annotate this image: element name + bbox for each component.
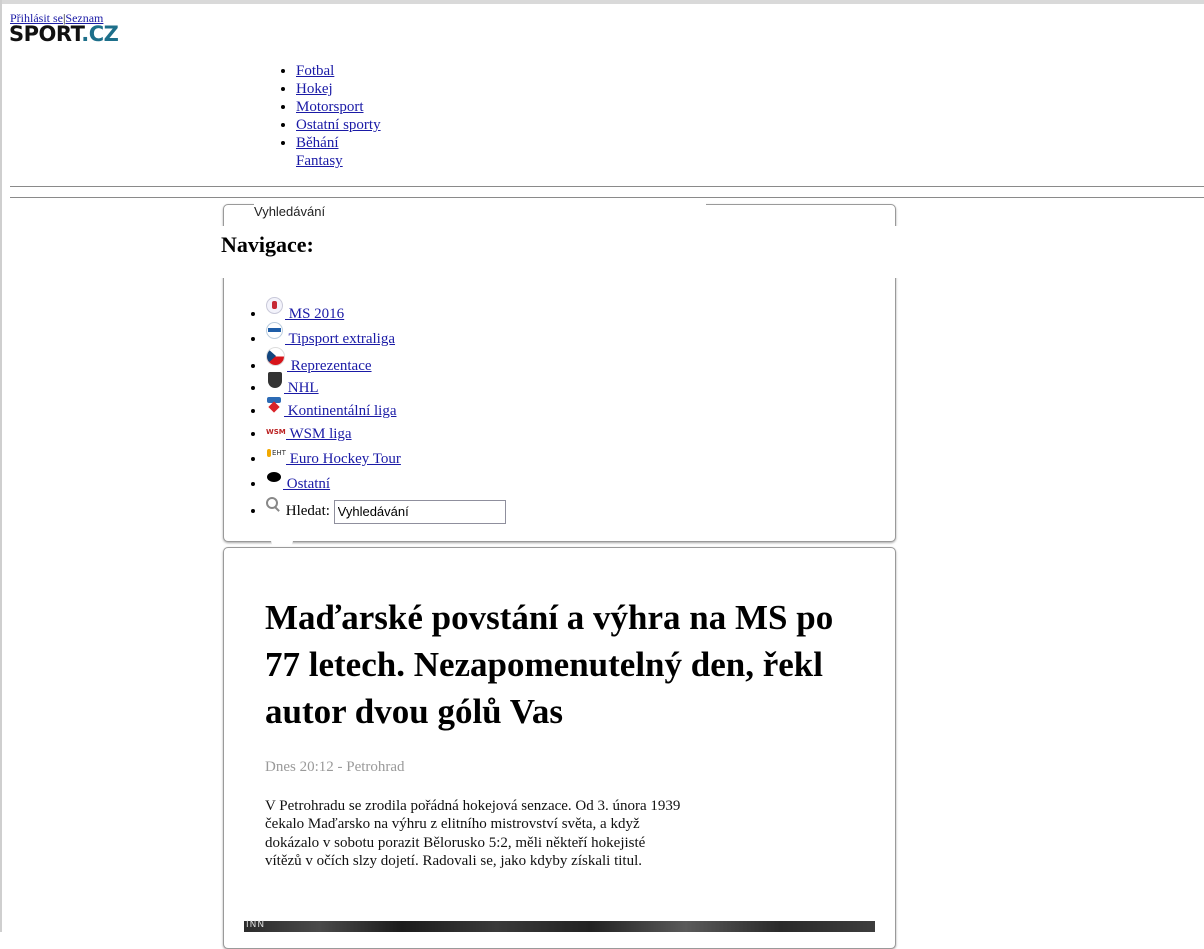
category-link-euro-hockey-tour[interactable]: Euro Hockey Tour <box>286 451 401 467</box>
window-top-border <box>0 0 1204 4</box>
list-item <box>266 397 506 422</box>
ms2016-logo-icon <box>266 297 283 314</box>
eht-logo-text: • EHT <box>272 449 286 457</box>
search-tab-label[interactable]: Vyhledávání <box>254 201 706 221</box>
logo-part-sport: SPORT <box>9 22 82 46</box>
category-link-tipsport-extraliga[interactable]: Tipsport extraliga <box>285 331 396 347</box>
nav-item-fotbal <box>296 62 381 80</box>
list-item <box>266 447 506 472</box>
czech-flag-icon <box>266 347 285 366</box>
article-perex: V Petrohradu se zrodila pořádná hokejová senzace. Od 3. února 1939 čekalo Maďarsko na výhru z elitního mistrovství světa, a když dokázalo v sobotu porazit Bělorusko 5:2, měli někteří hokejisté vítězů v očích slzy dojetí. Radovali se, jako kdyby získali titul. <box>265 798 681 869</box>
seznam-link[interactable]: Seznam <box>65 11 104 25</box>
wsm-logo-icon: WSM <box>266 428 286 436</box>
topbar-separator: | <box>63 11 66 25</box>
nav-item-hokej <box>296 80 381 98</box>
main-navigation <box>256 62 381 170</box>
list-item <box>266 472 506 497</box>
divider-line <box>10 197 1204 198</box>
nav-link-ostatni-sporty[interactable]: Ostatní sporty <box>296 117 381 133</box>
navigation-heading: Navigace: <box>221 232 314 257</box>
category-link-nhl[interactable]: NHL <box>284 380 319 396</box>
article-photo[interactable] <box>244 921 875 932</box>
nav-link-fotbal[interactable]: Fotbal <box>296 63 335 79</box>
nav-link-fantasy[interactable]: Fantasy <box>296 153 343 169</box>
search-input[interactable] <box>334 500 506 524</box>
list-item <box>266 372 506 397</box>
nav-link-motorsport[interactable]: Motorsport <box>296 99 364 115</box>
nav-link-hokej[interactable]: Hokej <box>296 81 333 97</box>
list-item <box>266 422 506 447</box>
article-headline[interactable]: Maďarské povstání a výhra na MS po 77 letech. Nezapomenutelný den, řekl autor dvou gólů Vas <box>265 598 834 731</box>
category-link-ms-2016[interactable]: MS 2016 <box>285 306 345 322</box>
logo-part-cz: .CZ <box>81 22 119 46</box>
sport-cz-logo[interactable] <box>9 22 118 46</box>
hockey-category-list <box>224 297 506 522</box>
list-item <box>266 297 506 322</box>
nav-item-motorsport <box>296 98 381 116</box>
nav-item-ostatni-sporty <box>296 116 381 134</box>
nhl-logo-icon <box>268 372 282 388</box>
divider-line <box>10 186 1204 187</box>
category-link-kontinentalni-liga[interactable]: Kontinentální liga <box>284 403 397 419</box>
login-link[interactable]: Přihlásit se <box>10 11 63 25</box>
window-left-border <box>0 0 2 932</box>
search-icon <box>266 497 280 511</box>
nav-link-behani[interactable]: Běhání <box>296 135 339 151</box>
photo-overlay-text: INN <box>246 920 266 930</box>
puck-icon <box>267 472 281 482</box>
search-list-item <box>266 497 506 522</box>
list-item <box>266 347 506 372</box>
extraliga-logo-icon <box>266 322 283 339</box>
search-label: Hledat: <box>285 503 330 519</box>
nav-item-fantasy <box>296 152 381 170</box>
khl-logo-icon <box>266 397 282 411</box>
article-meta: Dnes 20:12 - Petrohrad <box>265 759 405 775</box>
nav-heading-background <box>214 226 904 278</box>
list-item <box>266 322 506 347</box>
eht-logo-icon <box>266 447 284 459</box>
category-link-wsm-liga[interactable]: WSM liga <box>286 426 352 442</box>
category-link-reprezentace[interactable]: Reprezentace <box>287 358 372 374</box>
nav-item-behani <box>296 134 381 152</box>
category-link-ostatni[interactable]: Ostatní <box>283 476 331 492</box>
